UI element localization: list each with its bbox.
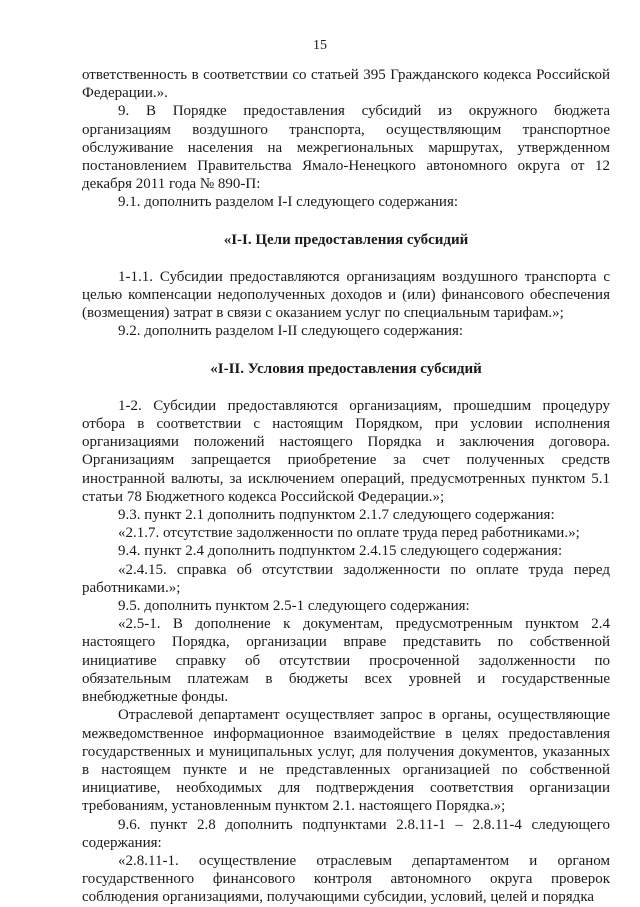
section-heading: «I-I. Цели предоставления субсидий (223, 231, 469, 248)
paragraph: «2.8.11-1. осуществление отраслевым департаментом и органом государственного финансового контроля автономного округа проверок соблюдения организациями, получающими субсидии, условий, целей и порядка (82, 852, 610, 906)
paragraph: «2.4.15. справка об отсутствии задолженности по оплате труда перед работниками.»; (82, 561, 610, 596)
paragraph: 9.4. пункт 2.4 дополнить подпунктом 2.4.15 следующего содержания: (118, 543, 563, 560)
paragraph: 9. В Порядке предоставления субсидий из окружного бюджета организациям воздушного транспорта, осуществляющим транспортное обслуживание населения на межрегиональных маршрутах, утвержденном постановлением Правительства Ямало-Ненецкого автономного округа от 12 декабря 2011 года № 890-П: (82, 103, 610, 193)
paragraph: 9.2. дополнить разделом I-II следующего содержания: (118, 323, 464, 340)
paragraph: 9.3. пункт 2.1 дополнить подпунктом 2.1.7 следующего содержания: (118, 507, 555, 524)
paragraph: 9.1. дополнить разделом I-I следующего содержания: (118, 194, 459, 211)
page-number: 15 (313, 38, 327, 53)
paragraph: ответственность в соответствии со статьей 395 Гражданского кодекса Российской Федерации.». (82, 67, 610, 102)
paragraph: 9.6. пункт 2.8 дополнить подпунктами 2.8.11-1 – 2.8.11-4 следующего содержания: (82, 816, 610, 851)
paragraph: 1-1.1. Субсидии предоставляются организациям воздушного транспорта с целью компенсации недополученных доходов и (или) финансового обеспечения (возмещения) затрат в связи с оказанием услуг по специальным тарифам.»; (82, 268, 610, 322)
paragraph: «2.5-1. В дополнение к документам, предусмотренным пунктом 2.4 настоящего Порядка, организации вправе представить по собственной инициативе справку об отсутствии просроченной задолженности по обязательным платежам в бюджеты всех уровней и государственные внебюджетные фонды. (82, 616, 610, 706)
section-heading: «I-II. Условия предоставления субсидий (210, 360, 482, 377)
paragraph: «2.1.7. отсутствие задолженности по оплате труда перед работниками.»; (118, 525, 580, 542)
paragraph: 9.5. дополнить пунктом 2.5-1 следующего содержания: (118, 598, 470, 615)
paragraph: Отраслевой департамент осуществляет запрос в органы, осуществляющие межведомственное информационное взаимодействие в целях предоставления государственных и муниципальных услуг, для получения документов, указанных в настоящем пункте и не представленных организацией по собственной инициативе, необходимых для подтверждения соответствия организации требованиям, установленным пунктом 2.1. настоящего Порядка.»; (82, 707, 610, 815)
paragraph: 1-2. Субсидии предоставляются организациям, прошедшим процедуру отбора в соответствии с настоящим Порядком, при условии исполнения организациями положений настоящего Порядка и заключения договора. Организациям запрещается приобретение за счет полученных средств иностранной валюты, за исключением операций, предусмотренных пунктом 5.1 статьи 78 Бюджетного кодекса Российской Федерации.»; (82, 397, 610, 505)
document-body (82, 66, 610, 907)
